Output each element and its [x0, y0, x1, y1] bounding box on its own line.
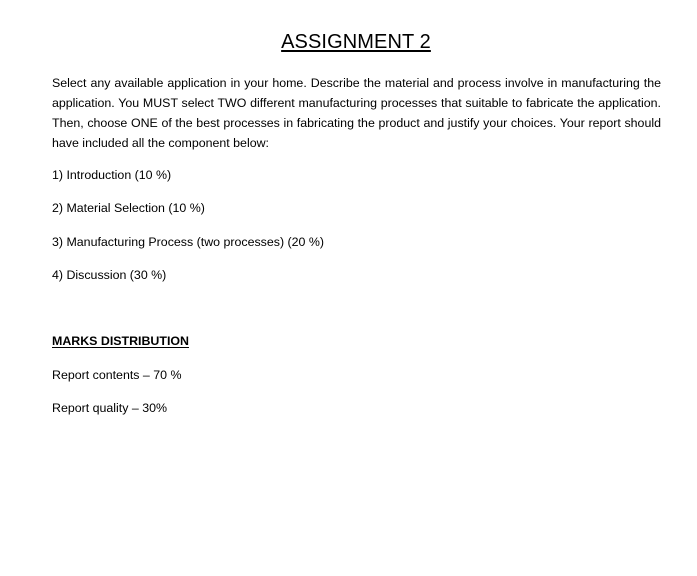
component-manufacturing-process: 3) Manufacturing Process (two processes) (20 %)	[52, 235, 325, 249]
marks-report-quality: Report quality – 30%	[52, 401, 168, 415]
assignment-title: ASSIGNMENT 2	[281, 31, 431, 53]
assignment-instructions: Select any available application in your home. Describe the material and process involve in manufacturing the application. You MUST select TWO different manufacturing processes that suitable to fabricate the application. Then, choose ONE of the best processes in fabricating the product and justify your choices. Your report should have included all the component below:	[52, 76, 661, 150]
component-material-selection: 2) Material Selection (10 %)	[52, 201, 205, 215]
component-introduction: 1) Introduction (10 %)	[52, 168, 172, 182]
marks-report-contents: Report contents – 70 %	[52, 368, 182, 382]
marks-distribution-heading: MARKS DISTRIBUTION	[52, 334, 189, 348]
component-discussion: 4) Discussion (30 %)	[52, 268, 167, 282]
